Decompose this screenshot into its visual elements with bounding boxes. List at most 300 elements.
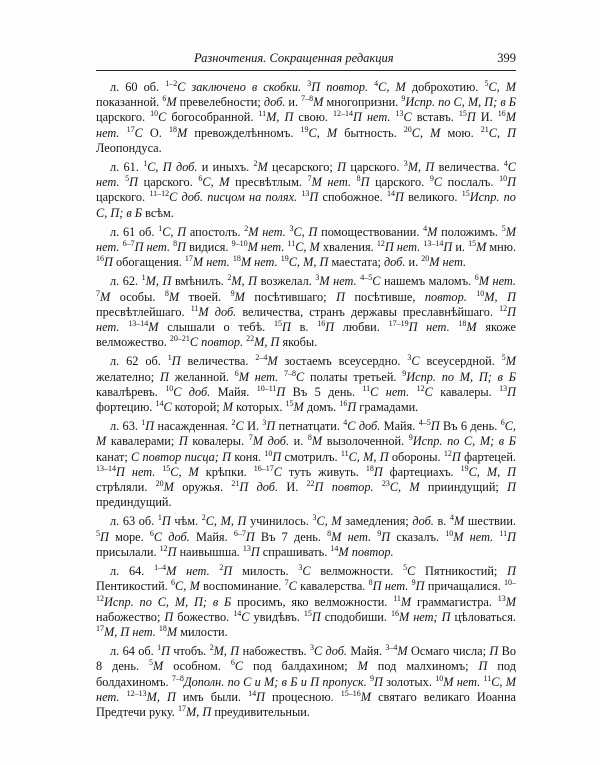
note-number: 6 bbox=[474, 273, 479, 283]
siglum-text: П bbox=[281, 320, 300, 335]
siglum-text: С bbox=[235, 419, 248, 434]
siglum-text: П bbox=[507, 564, 516, 579]
siglum-text: С bbox=[158, 110, 172, 125]
note-number: 10 bbox=[435, 673, 444, 683]
note-number: 8 bbox=[327, 528, 332, 538]
siglum-text: П bbox=[507, 480, 517, 495]
siglum-text: С, М bbox=[175, 579, 204, 594]
siglum-text: П bbox=[245, 529, 261, 544]
siglum-text: Испр. по С, П; в Б bbox=[96, 190, 516, 220]
siglum-text: М нет. bbox=[96, 224, 516, 255]
note-number: 18 bbox=[158, 623, 167, 633]
variant-text: л. 61 об. bbox=[110, 224, 159, 239]
header-rule bbox=[96, 70, 516, 71]
note-number: 13 bbox=[497, 593, 506, 603]
variant-text: вызолоченной. bbox=[326, 434, 409, 449]
note-number: 5 bbox=[125, 174, 130, 184]
siglum-text: С доб. bbox=[347, 419, 384, 434]
siglum-text: доб. bbox=[263, 95, 289, 110]
siglum-text: П bbox=[325, 320, 343, 335]
variant-text: замедления; bbox=[345, 514, 413, 529]
note-number: 4 bbox=[450, 513, 454, 523]
note-number: 13–14 bbox=[423, 238, 444, 248]
variant-text: прииндущий; bbox=[427, 480, 508, 495]
variant-text: милости. bbox=[180, 624, 228, 639]
note-number: 15 bbox=[162, 463, 171, 473]
note-number: 9 bbox=[377, 528, 382, 538]
variant-text: О. bbox=[149, 125, 169, 140]
note-number: 6 bbox=[149, 528, 154, 538]
siglum-text: С доб. bbox=[313, 644, 351, 659]
note-number: 2 bbox=[219, 563, 224, 572]
siglum-text: М bbox=[176, 125, 195, 140]
siglum-text: М bbox=[427, 224, 442, 239]
variant-paragraph bbox=[96, 419, 516, 510]
note-number: 9 bbox=[402, 368, 407, 378]
siglum-text: М bbox=[267, 354, 285, 369]
note-number: 5 bbox=[484, 78, 489, 88]
siglum-text: С bbox=[302, 564, 321, 579]
note-number: 1 bbox=[157, 513, 162, 523]
note-number: 3 bbox=[309, 643, 314, 653]
variant-text: в. bbox=[299, 320, 318, 335]
siglum-text: П нет. bbox=[384, 240, 424, 255]
variant-text: Пятникостий; bbox=[425, 564, 508, 579]
siglum-text: М повтор. bbox=[338, 544, 394, 559]
note-number: 8 bbox=[356, 174, 361, 184]
variant-paragraph bbox=[96, 274, 516, 350]
variant-text: крѣпки. bbox=[205, 464, 254, 479]
siglum-text: М bbox=[505, 354, 516, 369]
variant-text: спрашивать. bbox=[262, 544, 331, 559]
note-number: 11 bbox=[258, 109, 267, 119]
variant-text: бытность. bbox=[344, 125, 404, 140]
variant-text: кавалерами; bbox=[110, 434, 179, 449]
variant-text: кавалѣревъ. bbox=[96, 384, 166, 399]
siglum-text: С доб. писцом на полях. bbox=[169, 190, 302, 205]
variant-text: Въ 5 день. bbox=[292, 384, 363, 399]
note-number: 6 bbox=[230, 658, 235, 668]
note-number: 2–4 bbox=[255, 353, 268, 363]
variant-paragraph bbox=[96, 644, 516, 720]
variant-text: набожество; bbox=[96, 609, 165, 624]
note-number: 13 bbox=[242, 543, 251, 553]
note-number: 11 bbox=[190, 303, 199, 313]
variant-text: прединдущий. bbox=[96, 495, 172, 510]
running-header bbox=[96, 51, 516, 69]
note-number: 15 bbox=[458, 109, 467, 119]
note-number: 16 bbox=[339, 398, 348, 408]
note-number: 9 bbox=[230, 288, 235, 298]
note-number: 14 bbox=[330, 543, 339, 553]
note-number: 7–8 bbox=[284, 368, 297, 378]
variant-text: особы. bbox=[119, 289, 165, 304]
siglum-text: М bbox=[234, 289, 255, 304]
siglum-text: С, М bbox=[316, 514, 346, 529]
siglum-text: М bbox=[454, 514, 468, 529]
siglum-text: С, М bbox=[202, 175, 236, 190]
note-number: 4–5 bbox=[418, 418, 431, 428]
note-number: 5 bbox=[96, 528, 100, 538]
note-number: 11 bbox=[362, 383, 371, 393]
siglum-text: П bbox=[451, 449, 465, 464]
note-number: 1 bbox=[141, 418, 146, 428]
variant-text: милость. bbox=[242, 564, 299, 579]
note-number: 23 bbox=[381, 478, 390, 488]
siglum-text: С, М bbox=[411, 125, 448, 140]
variant-text: Пентикостий. bbox=[96, 579, 172, 594]
variant-paragraph bbox=[96, 225, 516, 271]
siglum-text: М bbox=[476, 240, 490, 255]
variant-text: фартециахъ. bbox=[389, 464, 461, 479]
siglum-text: С bbox=[163, 400, 175, 415]
note-number: 16 bbox=[96, 254, 104, 264]
siglum-text: С нет. bbox=[370, 384, 417, 399]
variant-text: шествии. bbox=[467, 514, 516, 529]
variant-text: положимъ. bbox=[441, 224, 502, 239]
note-number: 17 bbox=[126, 124, 135, 134]
note-number: 16 bbox=[497, 109, 506, 119]
siglum-text: С, М, П bbox=[205, 514, 251, 529]
note-number: 2 bbox=[231, 418, 236, 428]
variant-text: стрѣляли. bbox=[96, 480, 156, 495]
siglum-text: М bbox=[357, 659, 378, 674]
siglum-text: М bbox=[166, 624, 181, 639]
siglum-text: М bbox=[163, 480, 183, 495]
siglum-text: М bbox=[400, 594, 418, 609]
note-number: 16 bbox=[317, 318, 326, 328]
siglum-text: Испр. по М, П; в Б bbox=[406, 369, 516, 384]
variant-text: И. bbox=[247, 419, 263, 434]
note-number: 8 bbox=[173, 238, 178, 248]
variant-text: посѣтивше, bbox=[354, 289, 425, 304]
siglum-text: М, П bbox=[254, 335, 283, 350]
siglum-text: П bbox=[167, 544, 180, 559]
siglum-text: П bbox=[222, 449, 235, 464]
variant-text: канат; bbox=[96, 449, 132, 464]
variant-text: пресвѣтлейшаго. bbox=[96, 304, 191, 319]
siglum-text: М bbox=[153, 659, 174, 674]
siglum-text: М нет. bbox=[247, 240, 288, 255]
siglum-text: С, М нет. bbox=[96, 674, 516, 704]
siglum-text: П bbox=[507, 175, 516, 190]
siglum-text: М нет. bbox=[238, 369, 285, 384]
siglum-text: П bbox=[360, 175, 376, 190]
variant-text: обогащения. bbox=[115, 255, 185, 270]
note-number: 5 bbox=[403, 563, 408, 572]
variant-text: спобожное. bbox=[322, 190, 387, 205]
variant-text: мню. bbox=[489, 240, 517, 255]
siglum-text: М нет. bbox=[319, 274, 361, 289]
variant-text: сподобиши. bbox=[324, 609, 391, 624]
variant-text: насажденная. bbox=[157, 419, 232, 434]
variant-text: граммагистра. bbox=[417, 594, 498, 609]
note-number: 13 bbox=[395, 109, 404, 119]
note-number: 16–17 bbox=[253, 463, 274, 473]
variant-text: превожделѣнномъ. bbox=[194, 125, 301, 140]
note-number: 14 bbox=[386, 189, 395, 199]
variant-text: в. bbox=[437, 514, 450, 529]
siglum-text: М, П bbox=[407, 160, 439, 175]
note-number: 7–8 bbox=[301, 94, 314, 104]
variant-text: домъ. bbox=[306, 400, 340, 415]
siglum-text: М bbox=[293, 400, 307, 415]
note-number: 6–7 bbox=[122, 238, 135, 248]
variant-text: присылали. bbox=[96, 544, 160, 559]
variant-text: царского. bbox=[350, 160, 404, 175]
variant-text: особном. bbox=[173, 659, 231, 674]
variant-text: всѣм. bbox=[145, 205, 174, 220]
variant-text: твоей. bbox=[188, 289, 231, 304]
siglum-text: М нет. bbox=[192, 255, 233, 270]
note-number: 21 bbox=[480, 124, 489, 134]
note-number: 15 bbox=[285, 398, 294, 408]
siglum-text: П bbox=[266, 419, 279, 434]
note-number: 8 bbox=[164, 288, 169, 298]
siglum-text: М, П bbox=[146, 689, 183, 704]
running-title: Разночтения. Сокращенная редакция bbox=[194, 51, 394, 65]
variant-paragraph bbox=[96, 564, 516, 640]
variant-text: петнатцати. bbox=[278, 419, 344, 434]
note-number: 10 bbox=[445, 528, 454, 538]
note-number: 20–21 bbox=[169, 334, 190, 344]
note-number: 16 bbox=[390, 608, 399, 618]
note-number: 6 bbox=[162, 94, 167, 104]
note-number: 10 bbox=[165, 383, 174, 393]
siglum-text: П bbox=[129, 175, 144, 190]
variant-text: которых. bbox=[236, 400, 286, 415]
variant-text: помоществовании. bbox=[321, 224, 424, 239]
variant-text: л. 63. bbox=[110, 419, 142, 434]
siglum-text: С, М bbox=[389, 480, 428, 495]
note-number: 11 bbox=[340, 448, 349, 458]
variant-text: фартецей. bbox=[464, 449, 516, 464]
variant-text: свою. bbox=[298, 110, 334, 125]
note-number: 7 bbox=[307, 174, 312, 184]
siglum-text: П bbox=[478, 659, 498, 674]
note-number: 10 bbox=[150, 109, 159, 119]
variant-text: которой; bbox=[174, 400, 223, 415]
variant-text: л. 60 об. bbox=[110, 80, 166, 94]
note-number: 15 bbox=[468, 238, 477, 248]
siglum-text: М bbox=[148, 320, 168, 335]
siglum-text: доб. bbox=[383, 255, 409, 270]
variant-text: кавалеры. bbox=[440, 384, 500, 399]
siglum-text: П bbox=[223, 564, 243, 579]
note-number: 19 bbox=[280, 254, 289, 264]
variant-text: л. 64. bbox=[110, 564, 155, 579]
variant-text: просимъ, яко велможности. bbox=[237, 594, 394, 609]
note-number: 1–2 bbox=[165, 78, 178, 88]
variant-text: якоже велможество. bbox=[96, 320, 516, 350]
note-number: 8 bbox=[307, 433, 312, 443]
note-number: 1 bbox=[167, 353, 172, 363]
variant-text: возжелал. bbox=[260, 274, 316, 289]
note-number: 10 bbox=[499, 174, 508, 184]
variant-text: море. bbox=[115, 529, 150, 544]
variant-text: чѣм. bbox=[174, 514, 202, 529]
siglum-text: С bbox=[424, 384, 441, 399]
variant-text: и. bbox=[408, 255, 422, 270]
siglum-text: П bbox=[100, 529, 116, 544]
note-number: 3 bbox=[298, 563, 303, 572]
variant-paragraph bbox=[96, 80, 516, 156]
note-number: 3 bbox=[403, 158, 408, 168]
siglum-text: М нет. bbox=[331, 529, 378, 544]
note-number: 18 bbox=[365, 463, 374, 473]
siglum-text: П bbox=[104, 255, 116, 270]
siglum-text: П нет. bbox=[408, 320, 459, 335]
variant-text: зостаемъ всеусердно. bbox=[284, 354, 408, 369]
siglum-text: С, М, П bbox=[288, 255, 332, 270]
siglum-text: П bbox=[171, 354, 188, 369]
note-number: 9 bbox=[408, 433, 413, 443]
variant-text: царского. bbox=[96, 110, 151, 125]
variant-text: фортецию. bbox=[96, 400, 156, 415]
siglum-text: П повтор. bbox=[311, 80, 375, 94]
variant-text: видися. bbox=[189, 240, 232, 255]
variants-body bbox=[96, 80, 516, 724]
siglum-text: С bbox=[433, 175, 448, 190]
note-number: 22 bbox=[246, 334, 255, 344]
siglum-text: П bbox=[145, 419, 158, 434]
variant-text: Майя. bbox=[217, 384, 257, 399]
note-number: 7 bbox=[96, 288, 100, 298]
siglum-text: П bbox=[161, 644, 174, 659]
note-number: 15 bbox=[273, 318, 282, 328]
variant-text: И. bbox=[480, 110, 498, 125]
siglum-text: П bbox=[336, 289, 355, 304]
note-number: 5 bbox=[149, 658, 154, 668]
siglum-text: П bbox=[373, 464, 390, 479]
siglum-text: П bbox=[430, 419, 443, 434]
siglum-text: П bbox=[507, 529, 516, 544]
variant-text: л. 61. bbox=[110, 160, 144, 175]
variant-text: святаго великаго Иоанна Предтечи руку. bbox=[96, 689, 516, 719]
siglum-text: М нет. bbox=[311, 175, 357, 190]
note-number: 6–7 bbox=[233, 528, 246, 538]
siglum-text: М bbox=[466, 320, 486, 335]
variant-paragraph bbox=[96, 160, 516, 221]
note-number: 17–19 bbox=[388, 318, 409, 328]
variant-text: посѣтившаго; bbox=[254, 289, 337, 304]
variant-text: желанной. bbox=[174, 369, 235, 384]
variant-text: цѣловаться. bbox=[454, 609, 516, 624]
note-number: 17 bbox=[184, 254, 193, 264]
note-number: 3 bbox=[307, 78, 312, 88]
variant-text: любви. bbox=[342, 320, 389, 335]
note-number: 4 bbox=[423, 223, 428, 233]
variant-text: царского. bbox=[143, 175, 199, 190]
note-number: 3 bbox=[262, 418, 267, 428]
variant-text: имъ были. bbox=[182, 689, 249, 704]
note-number: 9–10 bbox=[231, 238, 248, 248]
variant-text: обороны. bbox=[391, 449, 444, 464]
note-number: 6 bbox=[234, 368, 239, 378]
note-number: 3 bbox=[312, 513, 317, 523]
siglum-text: М bbox=[222, 400, 237, 415]
note-number: 13–14 bbox=[96, 463, 116, 473]
note-number: 14 bbox=[233, 608, 242, 618]
variant-text: маестата; bbox=[331, 255, 384, 270]
note-number: 6 bbox=[500, 418, 505, 428]
siglum-text: П повтор. bbox=[314, 480, 382, 495]
note-number: 11 bbox=[499, 528, 508, 538]
note-number: 15–16 bbox=[340, 688, 361, 698]
siglum-text: М доб. bbox=[252, 434, 294, 449]
siglum-text: Испр. по С, М, П; в Б bbox=[104, 594, 238, 609]
variant-text: причащалися. bbox=[427, 579, 504, 594]
variant-text: под балдахином; bbox=[252, 659, 358, 674]
variant-text: грамадами. bbox=[359, 400, 419, 415]
note-number: 10 bbox=[264, 448, 273, 458]
variant-text: чтобъ. bbox=[173, 644, 210, 659]
variant-text: ковалеры. bbox=[192, 434, 249, 449]
variant-text: Осмаго числа; bbox=[411, 644, 490, 659]
siglum-text: П нет. bbox=[134, 240, 174, 255]
siglum-text: С, М bbox=[488, 80, 517, 94]
note-number: 21 bbox=[231, 478, 240, 488]
variant-text: л. 62. bbox=[110, 274, 142, 289]
note-number: 11–12 bbox=[149, 189, 170, 199]
siglum-text: Испр. по С, М, П; в Б bbox=[405, 95, 516, 110]
variant-text: и иныхъ. bbox=[201, 160, 254, 175]
variant-text: процесною. bbox=[272, 689, 341, 704]
variant-text: и. bbox=[293, 434, 308, 449]
siglum-text: С bbox=[372, 274, 384, 289]
variant-text: божество. bbox=[177, 609, 234, 624]
variant-text: величества. bbox=[438, 160, 504, 175]
variant-text: Майя. bbox=[195, 529, 234, 544]
variant-text: слышали о тебѣ. bbox=[167, 320, 274, 335]
siglum-text: М нет. bbox=[478, 274, 516, 289]
variant-text: золотых. bbox=[386, 674, 436, 689]
siglum-text: М, П нет. bbox=[104, 624, 159, 639]
note-number: 20 bbox=[155, 478, 164, 488]
note-number: 17 bbox=[177, 703, 186, 713]
siglum-text: С bbox=[241, 609, 254, 624]
siglum-text: П bbox=[466, 110, 481, 125]
siglum-text: С bbox=[411, 354, 427, 369]
note-number: 4–5 bbox=[360, 273, 373, 283]
siglum-text: повтор. bbox=[424, 289, 477, 304]
note-number: 9 bbox=[370, 673, 374, 683]
siglum-text: П bbox=[161, 514, 175, 529]
siglum-text: М bbox=[313, 95, 327, 110]
note-number: 10–12 bbox=[96, 578, 516, 603]
siglum-text: М доб. bbox=[198, 304, 243, 319]
note-number: 14 bbox=[155, 398, 164, 408]
siglum-text: С, М bbox=[308, 125, 345, 140]
note-number: 20 bbox=[403, 124, 412, 134]
siglum-text: П bbox=[256, 689, 273, 704]
variant-text: апостолъ. bbox=[189, 224, 245, 239]
siglum-text: П доб. bbox=[239, 480, 287, 495]
note-number: 12 bbox=[499, 303, 508, 313]
siglum-text: П bbox=[443, 240, 456, 255]
page-number: 399 bbox=[497, 51, 516, 65]
variant-text: оружья. bbox=[182, 480, 232, 495]
note-number: 3 bbox=[407, 353, 412, 363]
variant-text: доброхотию. bbox=[411, 80, 485, 94]
siglum-text: С доб. bbox=[153, 529, 196, 544]
variant-text: богособранной. bbox=[171, 110, 259, 125]
siglum-text: П bbox=[309, 190, 323, 205]
variant-text: Въ 6 день. bbox=[442, 419, 501, 434]
note-number: 17 bbox=[96, 623, 104, 633]
note-number: 12–13 bbox=[126, 688, 147, 698]
variant-text: увидѣвъ. bbox=[253, 609, 304, 624]
